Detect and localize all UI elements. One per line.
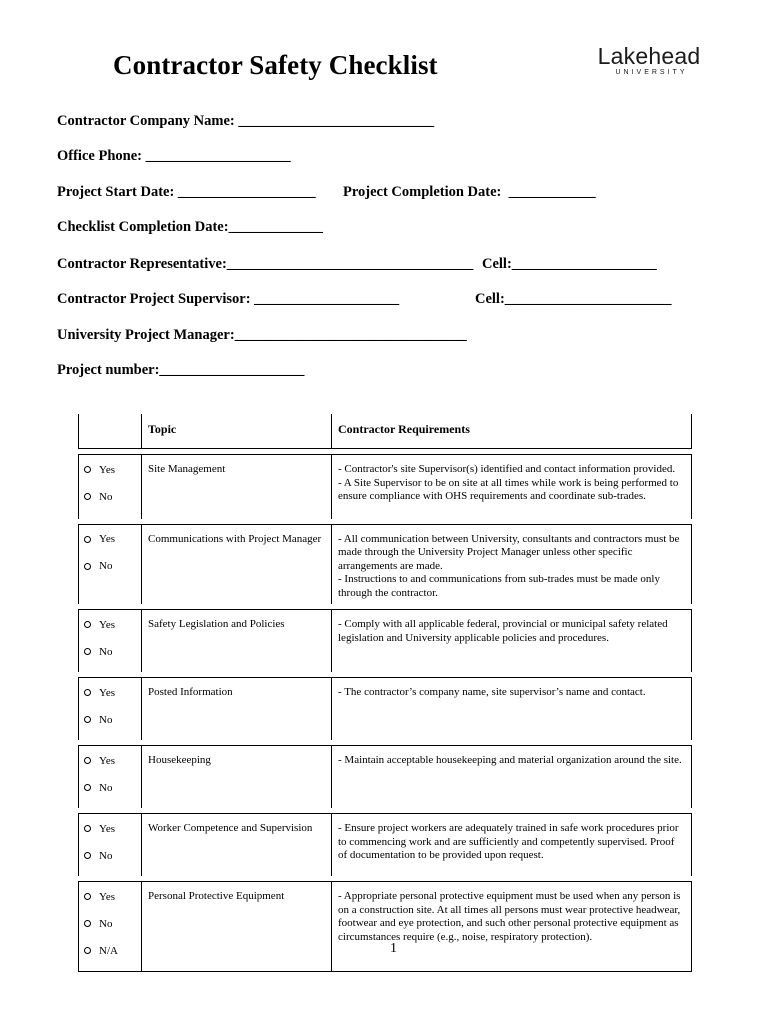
requirements-cell: - All communication between University, consultants and contractors must be made through the University Project Manager unless other specific arrangements are made. - Instructions to and communications from sub-trades must be made only through the contractor. [338,532,680,599]
na-option[interactable]: N/A [84,944,141,957]
radio-icon[interactable] [84,920,91,927]
radio-icon[interactable] [84,493,91,500]
radio-icon[interactable] [84,852,91,859]
yes-option[interactable]: Yes [84,618,141,631]
topic-cell: Site Management [148,463,226,475]
page-title: Contractor Safety Checklist [113,50,438,80]
table-row [79,882,692,972]
checklist-date-field[interactable]: Checklist Completion Date:_____________ [57,219,323,235]
radio-icon[interactable] [84,784,91,791]
topic-cell: Posted Information [148,686,233,698]
topic-header: Topic [148,422,177,436]
radio-icon[interactable] [84,563,91,570]
radio-icon[interactable] [84,689,91,696]
no-option[interactable]: No [84,490,141,503]
supervisor-cell-field[interactable]: Cell:_______________________ [475,291,672,307]
radio-icon[interactable] [84,825,91,832]
project-supervisor-field[interactable]: Contractor Project Supervisor: ____________________ [57,291,400,307]
topic-cell: Worker Competence and Supervision [148,822,313,834]
logo-subtitle: UNIVERSITY [615,69,688,76]
checklist-table [78,414,692,972]
project-manager-field[interactable]: University Project Manager:________________________________ [57,327,467,343]
table-row [79,814,692,877]
project-number-field[interactable]: Project number:____________________ [57,362,305,378]
no-option[interactable]: No [84,560,141,573]
requirements-cell: - Maintain acceptable housekeeping and material organization around the site. [338,754,682,766]
radio-icon[interactable] [84,466,91,473]
table-row [79,610,692,673]
yes-option[interactable]: Yes [84,822,141,835]
radio-icon[interactable] [84,716,91,723]
no-option[interactable]: No [84,645,141,658]
yes-option[interactable]: Yes [84,533,141,546]
table-header-row [79,414,692,449]
yes-option[interactable]: Yes [84,463,141,476]
requirements-cell: - Comply with all applicable federal, provincial or municipal safety related legislation and University applicable policies and procedures. [338,618,668,644]
page-number: 1 [390,941,397,956]
start-date-field[interactable]: Project Start Date: ___________________ [57,184,316,200]
radio-icon[interactable] [84,536,91,543]
university-logo [593,44,705,76]
table-row [79,455,692,519]
topic-cell: Personal Protective Equipment [148,890,285,902]
radio-icon[interactable] [84,621,91,628]
requirements-cell: - Contractor's site Supervisor(s) identified and contact information provided. - A Site Supervisor to be on site at all times while work is being performed to ensure compliance with OHS requirements and coordinate sub-trades. [338,463,679,502]
completion-date-field[interactable]: Project Completion Date: ____________ [343,184,596,200]
table-row [79,524,692,604]
requirements-cell: - Appropriate personal protective equipment must be used when any person is on a construction site. At all times all persons must wear protective headwear, footwear and eye protection, and such other personal protective equipment as circumstances require (e.g., noise, respiratory protection). [338,890,681,943]
table-row [79,678,692,741]
table-row [79,746,692,809]
topic-cell: Safety Legislation and Policies [148,618,285,630]
office-phone-field[interactable]: Office Phone: ____________________ [57,148,291,164]
radio-icon[interactable] [84,893,91,900]
yes-option[interactable]: Yes [84,686,141,699]
contractor-rep-cell-field[interactable]: Cell:____________________ [482,256,657,272]
radio-icon[interactable] [84,947,91,954]
requirements-header: Contractor Requirements [338,422,470,436]
requirements-cell: - The contractor’s company name, site supervisor’s name and contact. [338,686,646,698]
radio-icon[interactable] [84,648,91,655]
no-option[interactable]: No [84,713,141,726]
radio-icon[interactable] [84,757,91,764]
no-option[interactable]: No [84,917,141,930]
requirements-cell: - Ensure project workers are adequately trained in safe work procedures prior to commencing work and are sufficiently and competently supervised. Proof of documentation to be provided upon request. [338,822,679,861]
topic-cell: Communications with Project Manager [148,532,322,545]
yes-option[interactable]: Yes [84,890,141,903]
company-name-field[interactable]: Contractor Company Name: ___________________________ [57,113,435,129]
no-option[interactable]: No [84,849,141,862]
no-option[interactable]: No [84,781,141,794]
contractor-rep-field[interactable]: Contractor Representative:__________________________________ [57,256,474,272]
yes-option[interactable]: Yes [84,754,141,767]
topic-cell: Housekeeping [148,754,211,766]
logo-name: Lakehead [597,43,701,69]
